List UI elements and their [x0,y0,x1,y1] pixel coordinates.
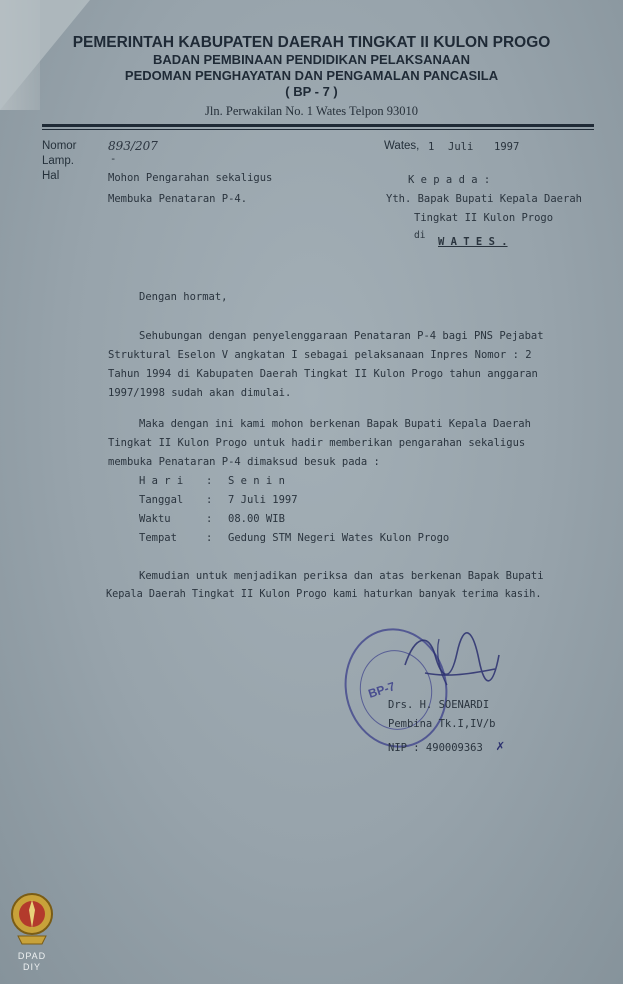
header-rule-thin [42,129,594,130]
letterhead-address: Jln. Perwakilan No. 1 Wates Telpon 93010 [205,104,418,118]
letterhead-line1: PEMERINTAH KABUPATEN DAERAH TINGKAT II KULON PROGO [72,34,551,51]
paragraph1-line3: Tahun 1994 di Kabupaten Daerah Tingkat II Kulon Progo tahun anggaran [108,368,538,380]
letterhead-line4: ( BP - 7 ) [285,84,338,99]
schedule-sep-tanggal: : [206,494,213,506]
date-day: 1 [428,141,435,153]
nomor-value: 893/207 [108,139,158,153]
recipient-line1: Yth. Bapak Bupati Kepala Daerah [386,193,582,205]
paragraph1-line2: Struktural Eselon V angkatan I sebagai pelaksanaan Inpres Nomor : 2 [108,349,532,361]
signatory-rank: Pembina Tk.I,IV/b [388,718,496,730]
schedule-value-tempat: Gedung STM Negeri Wates Kulon Progo [228,532,450,544]
signatory-name: Drs. H. SOENARDI [388,699,490,711]
paragraph1-line4: 1997/1998 sudah akan dimulai. [108,387,292,399]
recipient-city: W A T E S . [438,236,508,248]
hal-line1: Mohon Pengarahan sekaligus [108,172,273,184]
schedule-value-waktu: 08.00 WIB [228,513,285,525]
letterhead-line3: PEDOMAN PENGHAYATAN DAN PENGAMALAN PANCASILA [124,68,499,83]
paragraph3-line1: Kemudian untuk menjadikan periksa dan atas berkenan Bapak Bupati [139,570,544,582]
lamp-value: - [110,153,117,165]
schedule-value-tanggal: 7 Juli 1997 [228,494,298,506]
schedule-sep-tempat: : [206,532,213,544]
paragraph1-line1: Sehubungan dengan penyelenggaraan Penataran P-4 bagi PNS Pejabat [139,330,544,342]
recipient-di: di [414,230,426,241]
schedule-value-hari: S e n i n [228,475,285,487]
schedule-sep-waktu: : [206,513,213,525]
dpad-logo-emblem [8,890,56,948]
handwritten-signature [395,625,505,695]
logo-caption-diy: DIY [22,962,41,972]
hal-label: Hal [42,170,60,182]
schedule-label-tempat: Tempat [139,532,177,544]
paragraph3-line2: Kepala Daerah Tingkat II Kulon Progo kami haturkan banyak terima kasih. [106,589,542,600]
place-date: Wates, [384,140,420,152]
greeting: Dengan hormat, [139,291,228,303]
recipient-line2: Tingkat II Kulon Progo [414,212,554,224]
logo-caption-dpad: DPAD [17,951,47,961]
schedule-label-waktu: Waktu [139,513,171,525]
letterhead-line2: BADAN PEMBINAAN PENDIDIKAN PELAKSANAAN [152,52,471,67]
signatory-nip: NIP : 490009363 [388,742,483,754]
kepada: K e p a d a : [408,174,491,186]
nomor-label: Nomor [42,140,77,152]
schedule-label-hari: H a r i [139,475,184,487]
official-stamp-text: BP-7 [366,679,397,701]
paragraph2-line2: Tingkat II Kulon Progo untuk hadir memberikan pengarahan sekaligus [108,437,526,449]
date-month: Juli [448,141,474,153]
date-year: 1997 [494,141,520,153]
hal-line2: Membuka Penataran P-4. [108,193,248,205]
paragraph2-line3: membuka Penataran P-4 dimaksud besuk pada : [108,456,380,468]
lamp-label: Lamp. [42,155,74,167]
header-rule-thick [42,124,594,127]
paragraph2-line1: Maka dengan ini kami mohon berkenan Bapak Bupati Kepala Daerah [139,418,531,430]
schedule-sep-hari: : [206,475,213,487]
schedule-label-tanggal: Tanggal [139,494,184,506]
initial-mark: ✗ [496,738,505,754]
